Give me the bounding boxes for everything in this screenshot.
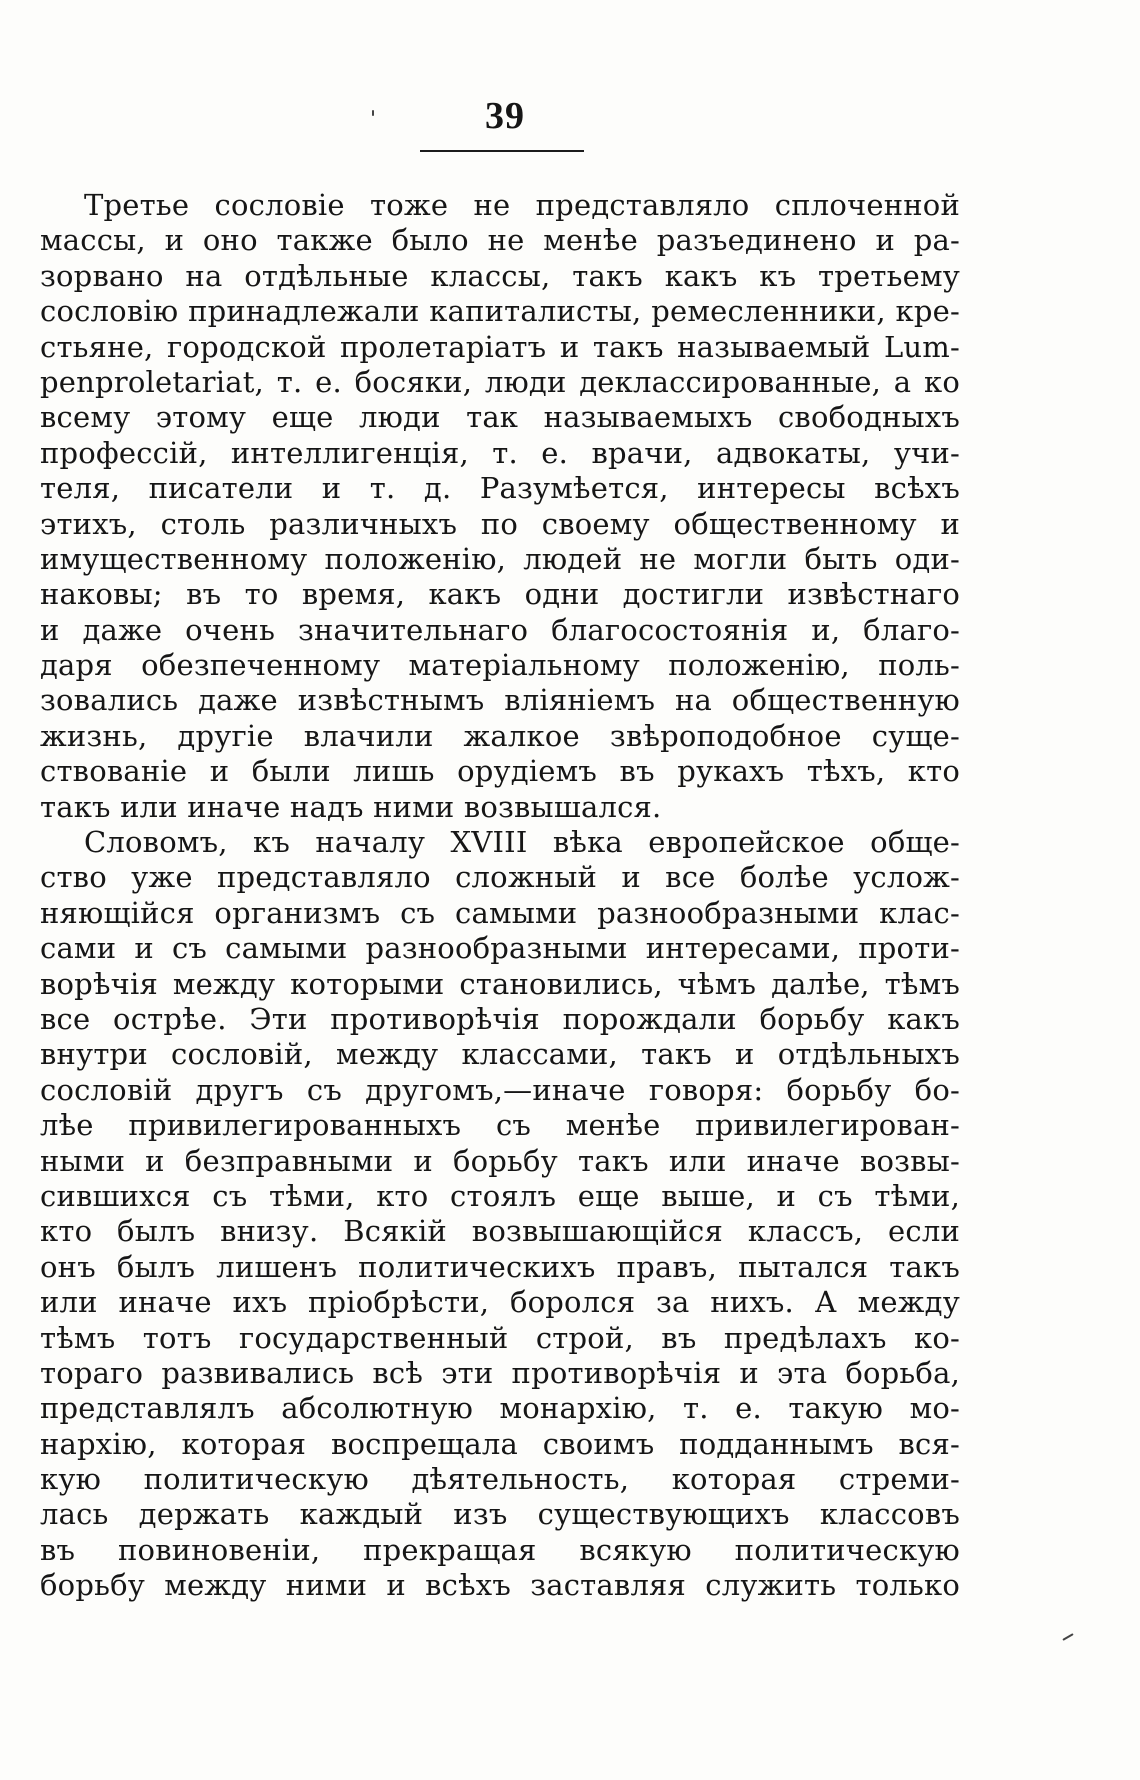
text-line: наковы; въ то время, какъ одни достигли извѣстнаго	[40, 577, 960, 612]
text-line: все острѣе. Эти противорѣчія порождали борьбу какъ	[40, 1001, 960, 1036]
text-line: сившихся съ тѣми, кто стоялъ еще выше, и съ тѣми,	[40, 1178, 960, 1213]
text-line: няющійся организмъ съ самыми разнообразными клас-	[40, 895, 960, 930]
text-line: Словомъ, къ началу XVIII вѣка европейское обще-	[84, 825, 960, 860]
text-line: всему этому еще люди так называемыхъ свободныхъ	[40, 400, 960, 435]
text-line: такъ или иначе надъ ними возвышался.	[40, 789, 662, 824]
text-line: кую политическую дѣятельность, которая стреми-	[40, 1462, 960, 1497]
text-line: зовались даже извѣстнымъ вліяніемъ на общественную	[40, 683, 960, 718]
text-line: лѣе привилегированныхъ съ менѣе привилегирован-	[40, 1108, 960, 1143]
text-line: въ повиновеніи, прекращая всякую политическую	[40, 1532, 960, 1567]
text-line: ство уже представляло сложный и все болѣе услож-	[40, 860, 960, 895]
text-line: жизнь, другіе влачили жалкое звѣроподобное суще-	[40, 718, 960, 753]
print-speck	[1062, 1633, 1073, 1641]
text-line: борьбу между ними и всѣхъ заставляя служить только	[40, 1568, 960, 1603]
text-line: даря обезпеченному матеріальному положенію, поль-	[40, 648, 960, 683]
text-line: и даже очень значительнаго благосостоянія и, благо-	[40, 612, 960, 647]
text-line: ствованіе и были лишь орудіемъ въ рукахъ тѣхъ, кто	[40, 754, 960, 789]
text-line: лась держать каждый изъ существующихъ классовъ	[40, 1497, 960, 1532]
text-line: профессій, интеллигенція, т. е. врачи, адвокаты, учи-	[40, 435, 960, 470]
text-line: массы, и оно также было не менѣе разъединено и ра-	[40, 223, 960, 258]
text-line: зорвано на отдѣльные классы, такъ какъ къ третьему	[40, 258, 960, 293]
text-line: или иначе ихъ пріобрѣсти, боролся за нихъ. А между	[40, 1285, 960, 1320]
text-line: теля, писатели и т. д. Разумѣется, интересы всѣхъ	[40, 471, 960, 506]
text-line: этихъ, столь различныхъ по своему общественному и	[40, 506, 960, 541]
text-line: сословію принадлежали капиталисты, ремесленники, кре-	[40, 294, 960, 329]
text-line: Третье сословіе тоже не представляло сплоченной	[84, 188, 960, 222]
text-line: сословій другъ съ другомъ,—иначе говоря: борьбу бо-	[40, 1072, 960, 1107]
paragraph	[40, 825, 960, 1604]
text-line: кто былъ внизу. Всякій возвышающійся классъ, если	[40, 1214, 960, 1249]
text-line: тораго развивались всѣ эти противорѣчія и эта борьба,	[40, 1355, 960, 1390]
text-line: внутри сословій, между классами, такъ и отдѣльныхъ	[40, 1037, 960, 1072]
text-line: нархію, которая воспрещала своимъ подданнымъ вся-	[40, 1426, 960, 1461]
text-line: сами и съ самыми разнообразными интересами, проти-	[40, 931, 960, 966]
text-line: стьяне, городской пролетаріатъ и такъ называемый Lum-	[40, 329, 960, 364]
paragraph	[40, 188, 960, 825]
header-rule	[420, 150, 584, 152]
text-line: тѣмъ тотъ государственный строй, въ предѣлахъ ко-	[40, 1320, 960, 1355]
print-speck	[372, 110, 374, 116]
text-line: имущественному положенію, людей не могли быть оди-	[40, 541, 960, 576]
body-text	[40, 188, 960, 1604]
text-line: ными и безправными и борьбу такъ или иначе возвы-	[40, 1143, 960, 1178]
text-line: penproletariat, т. е. босяки, люди деклассированные, а ко	[40, 364, 960, 399]
text-line: онъ былъ лишенъ политическихъ правъ, пытался такъ	[40, 1249, 960, 1284]
text-line: ворѣчія между которыми становились, чѣмъ далѣе, тѣмъ	[40, 966, 960, 1001]
page-number: 39	[485, 95, 525, 137]
text-line: представлялъ абсолютную монархію, т. е. такую мо-	[40, 1391, 960, 1426]
